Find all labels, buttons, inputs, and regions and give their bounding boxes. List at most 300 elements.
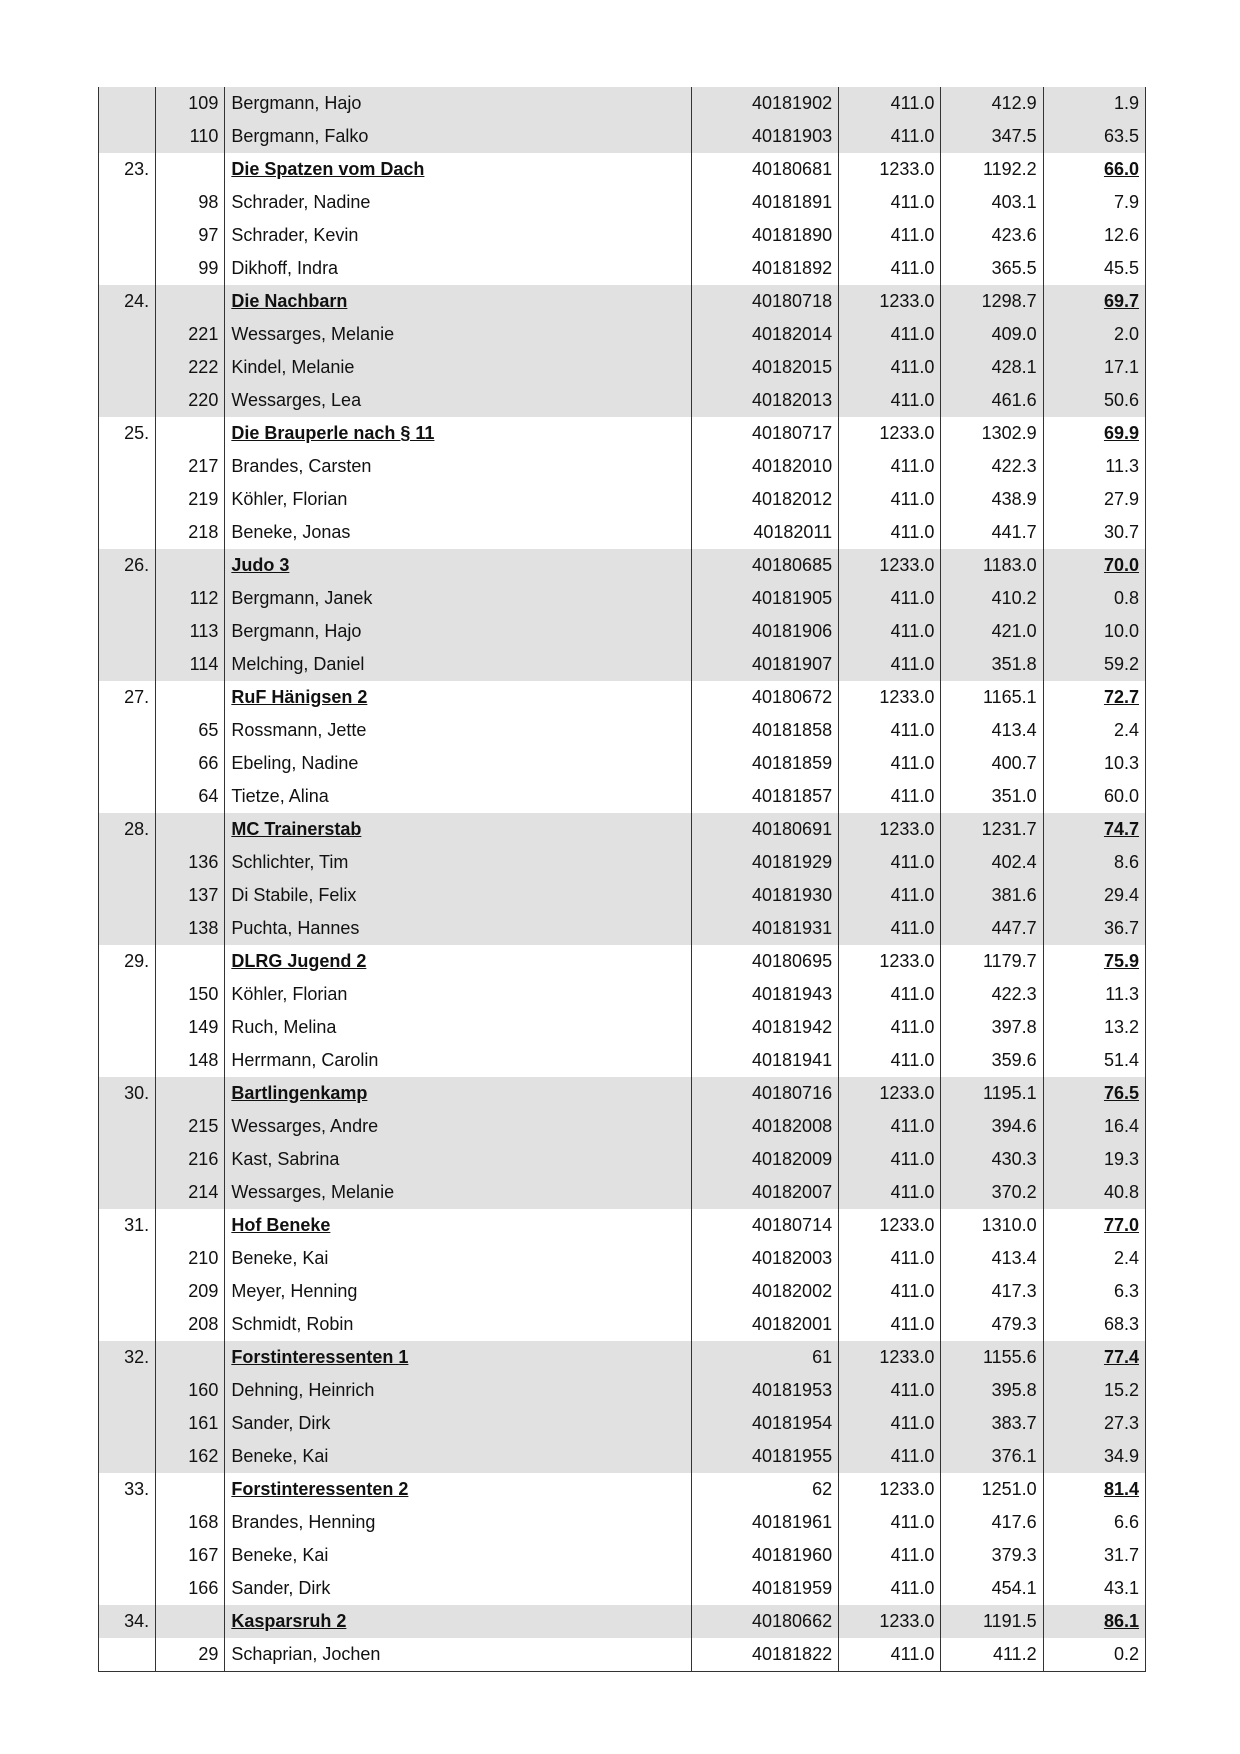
deviation-cell: 51.4	[1043, 1044, 1145, 1077]
member-row	[99, 1110, 1146, 1143]
id-cell: 40180672	[691, 681, 838, 714]
actual-value-cell: 383.7	[941, 1407, 1043, 1440]
actual-value-cell: 479.3	[941, 1308, 1043, 1341]
rider-name-cell: Meyer, Henning	[225, 1275, 691, 1308]
deviation-cell: 63.5	[1043, 120, 1145, 153]
id-cell: 40181905	[691, 582, 838, 615]
actual-value-cell: 454.1	[941, 1572, 1043, 1605]
id-cell: 40181891	[691, 186, 838, 219]
start-number-cell	[156, 1077, 225, 1110]
actual-value-cell: 1179.7	[941, 945, 1043, 978]
actual-value-cell: 381.6	[941, 879, 1043, 912]
rider-name-cell: Wessarges, Andre	[225, 1110, 691, 1143]
rank-cell	[99, 384, 156, 417]
id-cell: 40182014	[691, 318, 838, 351]
target-value-cell: 411.0	[839, 1011, 941, 1044]
target-value-cell: 411.0	[839, 1374, 941, 1407]
id-cell: 40181960	[691, 1539, 838, 1572]
member-row	[99, 582, 1146, 615]
team-row	[99, 417, 1146, 450]
target-value-cell: 411.0	[839, 747, 941, 780]
id-cell: 40181890	[691, 219, 838, 252]
id-cell: 40180716	[691, 1077, 838, 1110]
start-number-cell: 214	[156, 1176, 225, 1209]
rank-cell: 30.	[99, 1077, 156, 1110]
deviation-cell: 34.9	[1043, 1440, 1145, 1473]
rank-cell	[99, 186, 156, 219]
team-name-cell: Die Spatzen vom Dach	[225, 153, 691, 186]
target-value-cell: 411.0	[839, 87, 941, 120]
rank-cell	[99, 252, 156, 285]
deviation-cell: 68.3	[1043, 1308, 1145, 1341]
rank-cell	[99, 1506, 156, 1539]
actual-value-cell: 417.3	[941, 1275, 1043, 1308]
rank-cell: 28.	[99, 813, 156, 846]
team-row	[99, 813, 1146, 846]
rank-cell	[99, 1638, 156, 1672]
member-row	[99, 1242, 1146, 1275]
rider-name-cell: Rossmann, Jette	[225, 714, 691, 747]
id-cell: 40182010	[691, 450, 838, 483]
deviation-cell: 2.4	[1043, 1242, 1145, 1275]
target-value-cell: 1233.0	[839, 1473, 941, 1506]
rider-name-cell: Kast, Sabrina	[225, 1143, 691, 1176]
actual-value-cell: 1251.0	[941, 1473, 1043, 1506]
actual-value-cell: 370.2	[941, 1176, 1043, 1209]
rider-name-cell: Puchta, Hannes	[225, 912, 691, 945]
id-cell: 40182008	[691, 1110, 838, 1143]
id-cell: 40181930	[691, 879, 838, 912]
rider-name-cell: Kindel, Melanie	[225, 351, 691, 384]
actual-value-cell: 394.6	[941, 1110, 1043, 1143]
start-number-cell	[156, 417, 225, 450]
start-number-cell: 138	[156, 912, 225, 945]
deviation-cell: 12.6	[1043, 219, 1145, 252]
team-name-cell: Hof Beneke	[225, 1209, 691, 1242]
rider-name-cell: Bergmann, Hajo	[225, 615, 691, 648]
rank-cell: 34.	[99, 1605, 156, 1638]
team-row	[99, 549, 1146, 582]
actual-value-cell: 411.2	[941, 1638, 1043, 1672]
target-value-cell: 411.0	[839, 912, 941, 945]
start-number-cell: 215	[156, 1110, 225, 1143]
id-cell: 40181931	[691, 912, 838, 945]
team-name-cell: Die Nachbarn	[225, 285, 691, 318]
rank-cell	[99, 912, 156, 945]
id-cell: 40181858	[691, 714, 838, 747]
deviation-cell: 17.1	[1043, 351, 1145, 384]
rank-cell	[99, 1308, 156, 1341]
team-name-cell: Bartlingenkamp	[225, 1077, 691, 1110]
rider-name-cell: Melching, Daniel	[225, 648, 691, 681]
rider-name-cell: Wessarges, Lea	[225, 384, 691, 417]
rank-cell	[99, 846, 156, 879]
start-number-cell: 97	[156, 219, 225, 252]
target-value-cell: 411.0	[839, 879, 941, 912]
deviation-cell: 30.7	[1043, 516, 1145, 549]
rank-cell	[99, 351, 156, 384]
actual-value-cell: 1310.0	[941, 1209, 1043, 1242]
target-value-cell: 411.0	[839, 1275, 941, 1308]
id-cell: 40181903	[691, 120, 838, 153]
id-cell: 40181955	[691, 1440, 838, 1473]
rank-cell: 23.	[99, 153, 156, 186]
target-value-cell: 411.0	[839, 1539, 941, 1572]
deviation-cell: 75.9	[1043, 945, 1145, 978]
id-cell: 40182003	[691, 1242, 838, 1275]
rank-cell	[99, 1275, 156, 1308]
deviation-cell: 10.3	[1043, 747, 1145, 780]
deviation-cell: 70.0	[1043, 549, 1145, 582]
rider-name-cell: Brandes, Henning	[225, 1506, 691, 1539]
start-number-cell	[156, 1341, 225, 1374]
target-value-cell: 411.0	[839, 483, 941, 516]
member-row	[99, 648, 1146, 681]
rider-name-cell: Bergmann, Falko	[225, 120, 691, 153]
member-row	[99, 252, 1146, 285]
deviation-cell: 6.6	[1043, 1506, 1145, 1539]
target-value-cell: 411.0	[839, 1308, 941, 1341]
deviation-cell: 69.7	[1043, 285, 1145, 318]
rider-name-cell: Dikhoff, Indra	[225, 252, 691, 285]
member-row	[99, 615, 1146, 648]
member-row	[99, 120, 1146, 153]
id-cell: 40182011	[691, 516, 838, 549]
rank-cell: 26.	[99, 549, 156, 582]
start-number-cell	[156, 285, 225, 318]
start-number-cell: 168	[156, 1506, 225, 1539]
start-number-cell: 220	[156, 384, 225, 417]
deviation-cell: 19.3	[1043, 1143, 1145, 1176]
rider-name-cell: Beneke, Kai	[225, 1440, 691, 1473]
rank-cell	[99, 318, 156, 351]
member-row	[99, 1044, 1146, 1077]
rank-cell	[99, 87, 156, 120]
id-cell: 40182013	[691, 384, 838, 417]
start-number-cell	[156, 681, 225, 714]
target-value-cell: 411.0	[839, 1176, 941, 1209]
actual-value-cell: 417.6	[941, 1506, 1043, 1539]
member-row	[99, 1308, 1146, 1341]
id-cell: 40181907	[691, 648, 838, 681]
start-number-cell: 65	[156, 714, 225, 747]
actual-value-cell: 430.3	[941, 1143, 1043, 1176]
target-value-cell: 411.0	[839, 351, 941, 384]
team-name-cell: Die Brauperle nach § 11	[225, 417, 691, 450]
member-row	[99, 1440, 1146, 1473]
id-cell: 40181857	[691, 780, 838, 813]
rider-name-cell: Beneke, Jonas	[225, 516, 691, 549]
member-row	[99, 912, 1146, 945]
deviation-cell: 2.0	[1043, 318, 1145, 351]
actual-value-cell: 423.6	[941, 219, 1043, 252]
team-row	[99, 681, 1146, 714]
id-cell: 62	[691, 1473, 838, 1506]
start-number-cell: 29	[156, 1638, 225, 1672]
team-name-cell: RuF Hänigsen 2	[225, 681, 691, 714]
team-name-cell: Forstinteressenten 2	[225, 1473, 691, 1506]
rank-cell: 25.	[99, 417, 156, 450]
deviation-cell: 66.0	[1043, 153, 1145, 186]
target-value-cell: 411.0	[839, 582, 941, 615]
rider-name-cell: Tietze, Alina	[225, 780, 691, 813]
start-number-cell	[156, 813, 225, 846]
target-value-cell: 411.0	[839, 1572, 941, 1605]
target-value-cell: 411.0	[839, 252, 941, 285]
member-row	[99, 318, 1146, 351]
rider-name-cell: Schaprian, Jochen	[225, 1638, 691, 1672]
start-number-cell: 136	[156, 846, 225, 879]
member-row	[99, 483, 1146, 516]
target-value-cell: 411.0	[839, 1506, 941, 1539]
team-row	[99, 1077, 1146, 1110]
target-value-cell: 411.0	[839, 1044, 941, 1077]
team-row	[99, 1209, 1146, 1242]
member-row	[99, 1374, 1146, 1407]
rank-cell	[99, 1440, 156, 1473]
member-row	[99, 1275, 1146, 1308]
team-name-cell: Kasparsruh 2	[225, 1605, 691, 1638]
deviation-cell: 74.7	[1043, 813, 1145, 846]
actual-value-cell: 351.8	[941, 648, 1043, 681]
member-row	[99, 846, 1146, 879]
rank-cell	[99, 615, 156, 648]
deviation-cell: 13.2	[1043, 1011, 1145, 1044]
team-row	[99, 153, 1146, 186]
team-name-cell: MC Trainerstab	[225, 813, 691, 846]
rank-cell	[99, 648, 156, 681]
rank-cell	[99, 978, 156, 1011]
rank-cell	[99, 120, 156, 153]
start-number-cell: 210	[156, 1242, 225, 1275]
id-cell: 40180717	[691, 417, 838, 450]
target-value-cell: 1233.0	[839, 681, 941, 714]
target-value-cell: 411.0	[839, 219, 941, 252]
target-value-cell: 1233.0	[839, 1077, 941, 1110]
target-value-cell: 411.0	[839, 1440, 941, 1473]
target-value-cell: 411.0	[839, 516, 941, 549]
actual-value-cell: 379.3	[941, 1539, 1043, 1572]
actual-value-cell: 428.1	[941, 351, 1043, 384]
member-row	[99, 879, 1146, 912]
results-body	[99, 87, 1146, 1672]
id-cell: 40180691	[691, 813, 838, 846]
start-number-cell: 112	[156, 582, 225, 615]
deviation-cell: 69.9	[1043, 417, 1145, 450]
rider-name-cell: Di Stabile, Felix	[225, 879, 691, 912]
deviation-cell: 6.3	[1043, 1275, 1145, 1308]
id-cell: 40182012	[691, 483, 838, 516]
member-row	[99, 1176, 1146, 1209]
id-cell: 40181959	[691, 1572, 838, 1605]
actual-value-cell: 413.4	[941, 714, 1043, 747]
deviation-cell: 11.3	[1043, 450, 1145, 483]
start-number-cell: 148	[156, 1044, 225, 1077]
start-number-cell: 161	[156, 1407, 225, 1440]
actual-value-cell: 422.3	[941, 978, 1043, 1011]
actual-value-cell: 421.0	[941, 615, 1043, 648]
start-number-cell	[156, 1605, 225, 1638]
rank-cell	[99, 1374, 156, 1407]
rank-cell	[99, 1110, 156, 1143]
actual-value-cell: 395.8	[941, 1374, 1043, 1407]
target-value-cell: 411.0	[839, 714, 941, 747]
target-value-cell: 1233.0	[839, 285, 941, 318]
rider-name-cell: Ruch, Melina	[225, 1011, 691, 1044]
member-row	[99, 978, 1146, 1011]
deviation-cell: 77.0	[1043, 1209, 1145, 1242]
start-number-cell	[156, 1473, 225, 1506]
actual-value-cell: 409.0	[941, 318, 1043, 351]
id-cell: 40182009	[691, 1143, 838, 1176]
actual-value-cell: 403.1	[941, 186, 1043, 219]
rank-cell	[99, 450, 156, 483]
rank-cell: 27.	[99, 681, 156, 714]
start-number-cell: 66	[156, 747, 225, 780]
deviation-cell: 40.8	[1043, 1176, 1145, 1209]
rider-name-cell: Dehning, Heinrich	[225, 1374, 691, 1407]
actual-value-cell: 351.0	[941, 780, 1043, 813]
rank-cell: 31.	[99, 1209, 156, 1242]
rider-name-cell: Köhler, Florian	[225, 978, 691, 1011]
id-cell: 40181961	[691, 1506, 838, 1539]
actual-value-cell: 1192.2	[941, 153, 1043, 186]
actual-value-cell: 1302.9	[941, 417, 1043, 450]
start-number-cell: 114	[156, 648, 225, 681]
id-cell: 40182015	[691, 351, 838, 384]
member-row	[99, 714, 1146, 747]
start-number-cell: 218	[156, 516, 225, 549]
actual-value-cell: 365.5	[941, 252, 1043, 285]
id-cell: 40181941	[691, 1044, 838, 1077]
id-cell: 40180695	[691, 945, 838, 978]
start-number-cell: 222	[156, 351, 225, 384]
actual-value-cell: 400.7	[941, 747, 1043, 780]
member-row	[99, 1506, 1146, 1539]
start-number-cell: 160	[156, 1374, 225, 1407]
target-value-cell: 411.0	[839, 450, 941, 483]
member-row	[99, 780, 1146, 813]
start-number-cell: 99	[156, 252, 225, 285]
actual-value-cell: 447.7	[941, 912, 1043, 945]
target-value-cell: 1233.0	[839, 153, 941, 186]
member-row	[99, 747, 1146, 780]
actual-value-cell: 413.4	[941, 1242, 1043, 1275]
target-value-cell: 411.0	[839, 1407, 941, 1440]
deviation-cell: 29.4	[1043, 879, 1145, 912]
rider-name-cell: Brandes, Carsten	[225, 450, 691, 483]
id-cell: 40181942	[691, 1011, 838, 1044]
actual-value-cell: 1165.1	[941, 681, 1043, 714]
rank-cell	[99, 1242, 156, 1275]
team-name-cell: Judo 3	[225, 549, 691, 582]
team-row	[99, 945, 1146, 978]
rider-name-cell: Beneke, Kai	[225, 1539, 691, 1572]
rider-name-cell: Wessarges, Melanie	[225, 318, 691, 351]
deviation-cell: 36.7	[1043, 912, 1145, 945]
start-number-cell: 98	[156, 186, 225, 219]
deviation-cell: 76.5	[1043, 1077, 1145, 1110]
id-cell: 40180681	[691, 153, 838, 186]
rider-name-cell: Schrader, Kevin	[225, 219, 691, 252]
id-cell: 40182002	[691, 1275, 838, 1308]
rank-cell	[99, 1143, 156, 1176]
member-row	[99, 186, 1146, 219]
deviation-cell: 43.1	[1043, 1572, 1145, 1605]
start-number-cell: 110	[156, 120, 225, 153]
member-row	[99, 219, 1146, 252]
start-number-cell: 221	[156, 318, 225, 351]
rider-name-cell: Schrader, Nadine	[225, 186, 691, 219]
id-cell: 40180714	[691, 1209, 838, 1242]
target-value-cell: 411.0	[839, 120, 941, 153]
start-number-cell: 219	[156, 483, 225, 516]
id-cell: 40181902	[691, 87, 838, 120]
rank-cell	[99, 1407, 156, 1440]
id-cell: 40182007	[691, 1176, 838, 1209]
id-cell: 40182001	[691, 1308, 838, 1341]
deviation-cell: 45.5	[1043, 252, 1145, 285]
rank-cell	[99, 516, 156, 549]
start-number-cell	[156, 153, 225, 186]
actual-value-cell: 1183.0	[941, 549, 1043, 582]
rider-name-cell: Bergmann, Janek	[225, 582, 691, 615]
deviation-cell: 2.4	[1043, 714, 1145, 747]
actual-value-cell: 397.8	[941, 1011, 1043, 1044]
start-number-cell: 137	[156, 879, 225, 912]
actual-value-cell: 1191.5	[941, 1605, 1043, 1638]
actual-value-cell: 422.3	[941, 450, 1043, 483]
member-row	[99, 1638, 1146, 1672]
id-cell: 40181943	[691, 978, 838, 1011]
member-row	[99, 1011, 1146, 1044]
rank-cell: 33.	[99, 1473, 156, 1506]
deviation-cell: 0.8	[1043, 582, 1145, 615]
actual-value-cell: 347.5	[941, 120, 1043, 153]
deviation-cell: 50.6	[1043, 384, 1145, 417]
actual-value-cell: 376.1	[941, 1440, 1043, 1473]
target-value-cell: 411.0	[839, 318, 941, 351]
rank-cell: 24.	[99, 285, 156, 318]
rider-name-cell: Beneke, Kai	[225, 1242, 691, 1275]
target-value-cell: 1233.0	[839, 1605, 941, 1638]
member-row	[99, 87, 1146, 120]
member-row	[99, 1143, 1146, 1176]
start-number-cell: 64	[156, 780, 225, 813]
rider-name-cell: Sander, Dirk	[225, 1407, 691, 1440]
target-value-cell: 411.0	[839, 648, 941, 681]
id-cell: 40180718	[691, 285, 838, 318]
rider-name-cell: Bergmann, Hajo	[225, 87, 691, 120]
id-cell: 40181892	[691, 252, 838, 285]
start-number-cell	[156, 945, 225, 978]
rider-name-cell: Sander, Dirk	[225, 1572, 691, 1605]
rank-cell	[99, 714, 156, 747]
target-value-cell: 411.0	[839, 1143, 941, 1176]
deviation-cell: 0.2	[1043, 1638, 1145, 1672]
team-row	[99, 1605, 1146, 1638]
target-value-cell: 1233.0	[839, 549, 941, 582]
member-row	[99, 516, 1146, 549]
actual-value-cell: 1231.7	[941, 813, 1043, 846]
id-cell: 40181906	[691, 615, 838, 648]
start-number-cell	[156, 1209, 225, 1242]
deviation-cell: 86.1	[1043, 1605, 1145, 1638]
id-cell: 40181954	[691, 1407, 838, 1440]
target-value-cell: 1233.0	[839, 417, 941, 450]
member-row	[99, 450, 1146, 483]
member-row	[99, 384, 1146, 417]
